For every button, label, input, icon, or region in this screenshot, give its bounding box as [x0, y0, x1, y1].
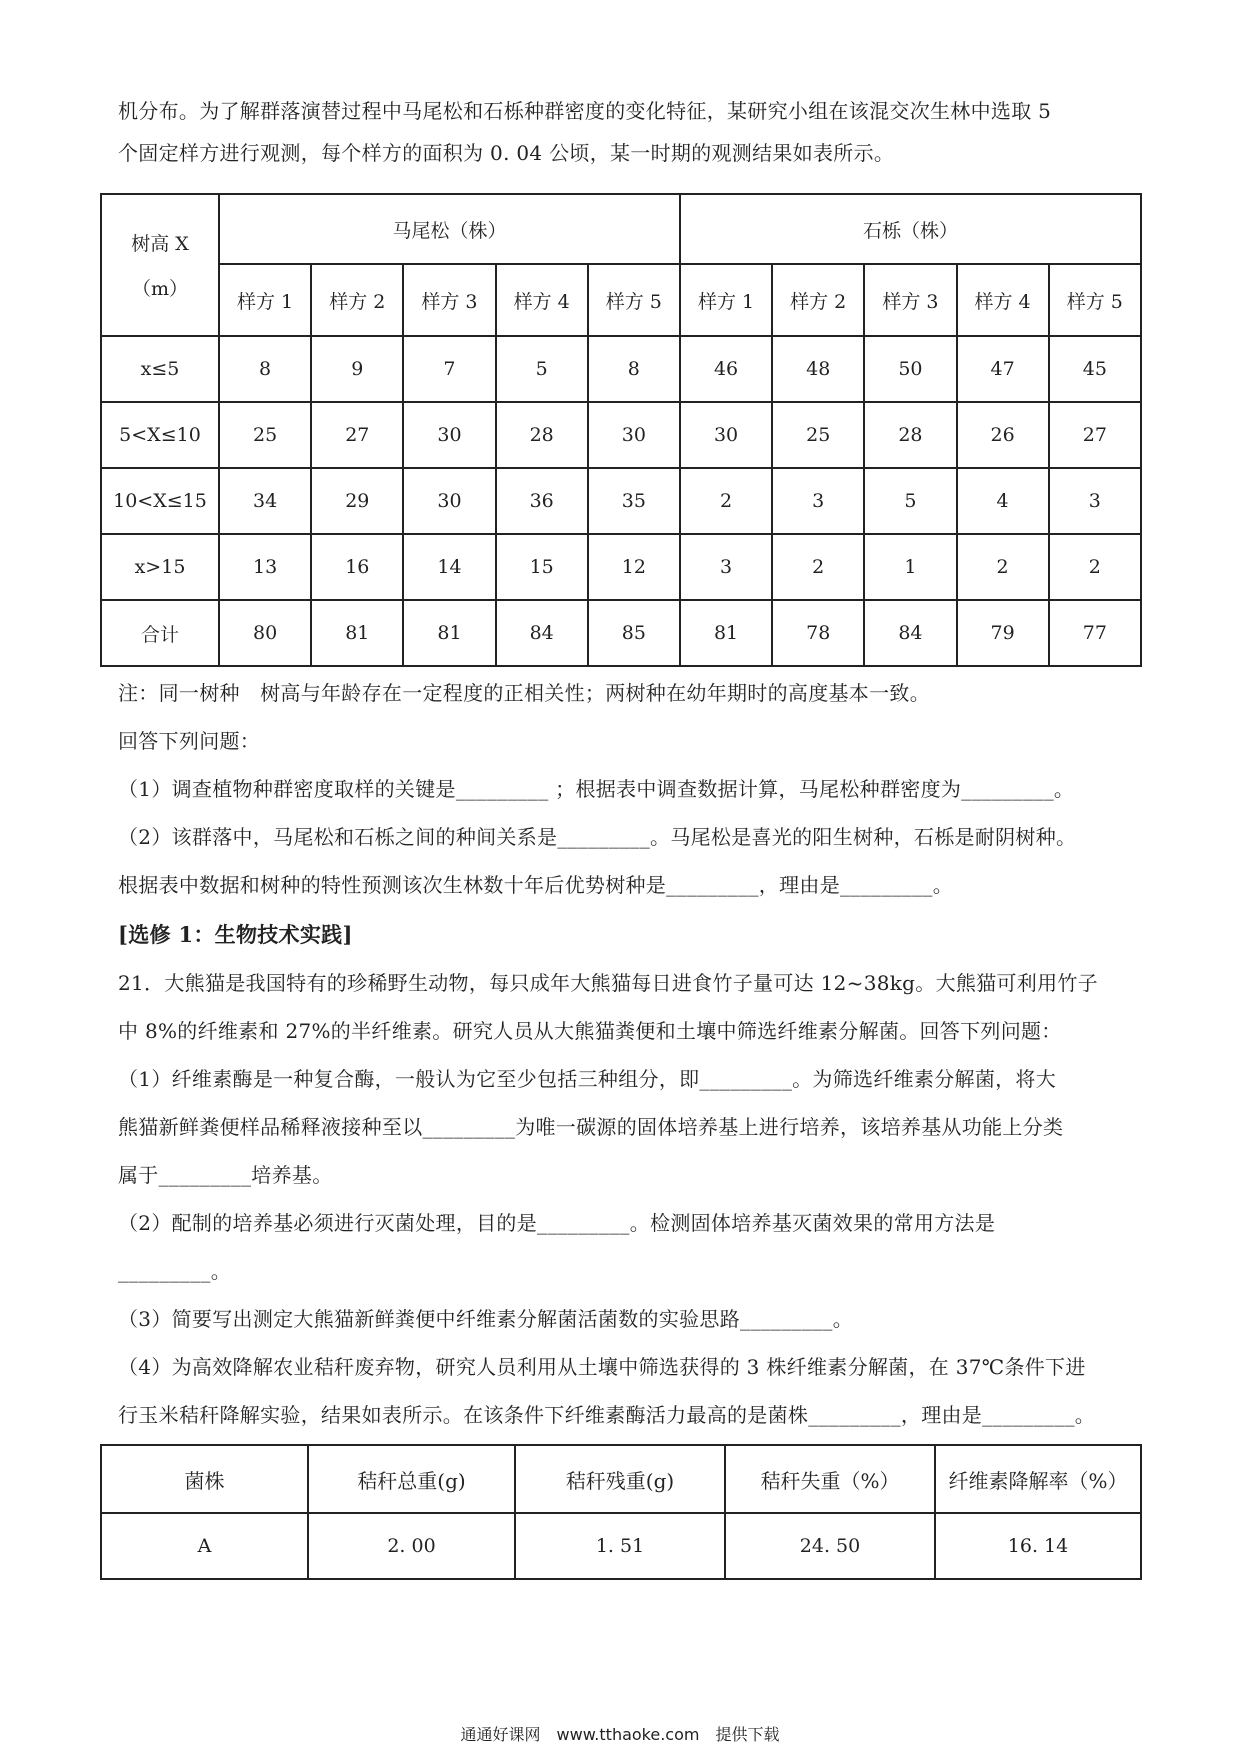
- question-1: （1）调查植物种群密度取样的关键是_________ ；根据表中调查数据计算，马尾松种群密度为_________。: [118, 777, 1075, 801]
- table-cell: 12: [588, 534, 680, 600]
- table-cell: 27: [1049, 402, 1141, 468]
- table-cell: 2: [680, 468, 772, 534]
- table-cell: 84: [496, 600, 588, 666]
- table-cell: A: [101, 1513, 308, 1579]
- table-cell: 30: [403, 402, 495, 468]
- table-cell: 15: [496, 534, 588, 600]
- tree-height-table: [100, 193, 1142, 667]
- table-cell: 27: [311, 402, 403, 468]
- table2-header: 秸秆失重（%）: [725, 1445, 935, 1513]
- table-cell: 25: [219, 402, 311, 468]
- table-cell: 1: [864, 534, 956, 600]
- table-cell: 25: [772, 402, 864, 468]
- table-cell: 30: [403, 468, 495, 534]
- table-cell: 3: [1049, 468, 1141, 534]
- table-cell: 2. 00: [308, 1513, 515, 1579]
- table-cell: 3: [680, 534, 772, 600]
- table-cell: 3: [772, 468, 864, 534]
- table-cell: 35: [588, 468, 680, 534]
- row-label: 合计: [101, 600, 219, 666]
- table-cell: 9: [311, 336, 403, 402]
- table-cell: 2: [772, 534, 864, 600]
- table-cell: 45: [1049, 336, 1141, 402]
- table-cell: 80: [219, 600, 311, 666]
- table2-header: 菌株: [101, 1445, 308, 1513]
- table-cell: 5: [496, 336, 588, 402]
- table1-plot-header: 样方 1: [680, 264, 772, 336]
- table-cell: 5: [864, 468, 956, 534]
- q21-part4-line-2: 行玉米秸秆降解实验，结果如表所示。在该条件下纤维素酶活力最高的是菌株_________，理由是_________。: [118, 1403, 1096, 1427]
- table-cell: 50: [864, 336, 956, 402]
- table-cell: 14: [403, 534, 495, 600]
- question-2-line-2: 根据表中数据和树种的特性预测该次生林数十年后优势树种是_________，理由是_________。: [118, 873, 953, 897]
- intro-line-2: 个固定样方进行观测，每个样方的面积为 0. 04 公顷，某一时期的观测结果如表所示。: [118, 141, 895, 165]
- q21-part1-line-1: （1）纤维素酶是一种复合酶，一般认为它至少包括三种组分，即_________。为筛选纤维素分解菌，将大: [118, 1067, 1057, 1091]
- table-cell: 85: [588, 600, 680, 666]
- table-cell: 30: [680, 402, 772, 468]
- table-note: 注：同一树种 树高与年龄存在一定程度的正相关性；两树种在幼年期时的高度基本一致。: [118, 681, 930, 705]
- table-cell: 48: [772, 336, 864, 402]
- table-cell: 24. 50: [725, 1513, 935, 1579]
- table-row: [101, 600, 1141, 666]
- table-cell: 78: [772, 600, 864, 666]
- table-row: [101, 402, 1141, 468]
- table-row: [101, 534, 1141, 600]
- table1-plot-header: 样方 1: [219, 264, 311, 336]
- table-row: [101, 468, 1141, 534]
- q21-stem-line-1: 21．大熊猫是我国特有的珍稀野生动物，每只成年大熊猫每日进食竹子量可达 12~38kg。大熊猫可利用竹子: [118, 971, 1098, 995]
- table1-corner-header: 树高 X （m）: [101, 194, 219, 336]
- table-cell: 81: [680, 600, 772, 666]
- q21-part1-line-3: 属于_________培养基。: [118, 1163, 333, 1187]
- table1-group-a-header: 马尾松（株）: [219, 194, 680, 264]
- table2-header: 秸秆总重(g): [308, 1445, 515, 1513]
- straw-degradation-table: [100, 1444, 1142, 1580]
- table1-plot-header: 样方 5: [1049, 264, 1141, 336]
- table-cell: 28: [864, 402, 956, 468]
- table-cell: 34: [219, 468, 311, 534]
- row-label: x≤5: [101, 336, 219, 402]
- table-cell: 16. 14: [935, 1513, 1141, 1579]
- table-cell: 29: [311, 468, 403, 534]
- section-heading: [选修 1：生物技术实践]: [118, 922, 353, 947]
- table-cell: 4: [957, 468, 1049, 534]
- q21-part4-line-1: （4）为高效降解农业秸秆废弃物，研究人员利用从土壤中筛选获得的 3 株纤维素分解菌，在 37℃条件下进: [118, 1355, 1086, 1379]
- table1-plot-header: 样方 2: [311, 264, 403, 336]
- q21-part2-line-2: _________。: [118, 1259, 231, 1283]
- table2-header: 纤维素降解率（%）: [935, 1445, 1141, 1513]
- q21-stem-line-2: 中 8%的纤维素和 27%的半纤维素。研究人员从大熊猫粪便和土壤中筛选纤维素分解菌。回答下列问题：: [118, 1019, 1062, 1043]
- answer-prompt: 回答下列问题：: [118, 729, 261, 753]
- row-label: 10<X≤15: [101, 468, 219, 534]
- table-cell: 84: [864, 600, 956, 666]
- page-footer: 通通好课网 www.tthaoke.com 提供下载: [460, 1725, 780, 1744]
- row-label: x>15: [101, 534, 219, 600]
- table-cell: 36: [496, 468, 588, 534]
- table-row: [101, 336, 1141, 402]
- table1-plot-header: 样方 3: [403, 264, 495, 336]
- table-cell: 46: [680, 336, 772, 402]
- q21-part3: （3）简要写出测定大熊猫新鲜粪便中纤维素分解菌活菌数的实验思路_________。: [118, 1307, 854, 1331]
- intro-line-1: 机分布。为了解群落演替过程中马尾松和石栎种群密度的变化特征，某研究小组在该混交次生林中选取 5: [118, 99, 1052, 123]
- table-cell: 8: [219, 336, 311, 402]
- q21-part1-line-2: 熊猫新鲜粪便样品稀释液接种至以_________为唯一碳源的固体培养基上进行培养，该培养基从功能上分类: [118, 1115, 1064, 1139]
- table-cell: 8: [588, 336, 680, 402]
- table1-plot-header: 样方 3: [864, 264, 956, 336]
- row-label: 5<X≤10: [101, 402, 219, 468]
- table1-plot-header: 样方 4: [957, 264, 1049, 336]
- table1-plot-header: 样方 2: [772, 264, 864, 336]
- table-cell: 30: [588, 402, 680, 468]
- question-2-line-1: （2）该群落中，马尾松和石栎之间的种间关系是_________。马尾松是喜光的阳生树种，石栎是耐阴树种。: [118, 825, 1077, 849]
- table-cell: 79: [957, 600, 1049, 666]
- table-row: [101, 1513, 1141, 1579]
- table-cell: 26: [957, 402, 1049, 468]
- table-cell: 7: [403, 336, 495, 402]
- table1-group-b-header: 石栎（株）: [680, 194, 1141, 264]
- table-cell: 2: [957, 534, 1049, 600]
- table2-header: 秸秆残重(g): [515, 1445, 725, 1513]
- table1-plot-header: 样方 5: [588, 264, 680, 336]
- table-cell: 81: [403, 600, 495, 666]
- table-cell: 2: [1049, 534, 1141, 600]
- table-cell: 47: [957, 336, 1049, 402]
- q21-part2-line-1: （2）配制的培养基必须进行灭菌处理，目的是_________。检测固体培养基灭菌效果的常用方法是: [118, 1211, 996, 1235]
- table-cell: 28: [496, 402, 588, 468]
- table-cell: 77: [1049, 600, 1141, 666]
- table-cell: 1. 51: [515, 1513, 725, 1579]
- table-cell: 16: [311, 534, 403, 600]
- table1-plot-header: 样方 4: [496, 264, 588, 336]
- table-cell: 13: [219, 534, 311, 600]
- table-cell: 81: [311, 600, 403, 666]
